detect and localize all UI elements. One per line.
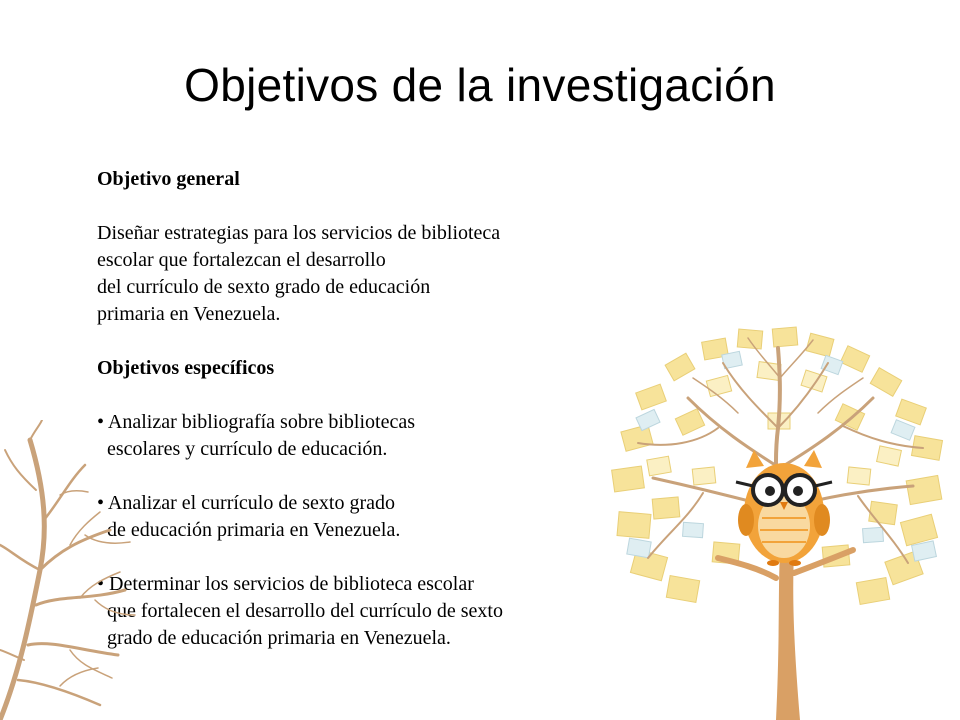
owl-with-glasses-icon [736,450,832,566]
bullet-line: • Determinar los servicios de biblioteca escolar [97,573,474,595]
general-objective-line: primaria en Venezuela. [97,303,281,325]
general-objective-heading: Objetivo general [97,168,240,190]
general-objective-line: del currículo de sexto grado de educación [97,276,431,298]
bare-branches-illustration [0,420,140,720]
objectives-body [97,166,617,652]
slide-title: Objetivos de la investigación [184,59,776,111]
general-objective-line: escolar que fortalezcan el desarrollo [97,249,386,271]
bullet-line: de educación primaria en Venezuela. [107,519,401,541]
bullet-line: escolares y currículo de educación. [107,438,388,460]
bullet-line: • Analizar el currículo de sexto grado [97,492,395,514]
specific-objective-item [97,571,617,652]
specific-objective-item [97,490,617,544]
book-tree-illustration [608,318,960,720]
general-objective-line: Diseñar estrategias para los servicios de biblioteca [97,222,501,244]
specific-objective-item [97,409,617,463]
bullet-line: que fortalecen el desarrollo del currículo de sexto [107,600,503,622]
specific-objectives-heading: Objetivos específicos [97,357,275,379]
bullet-line: grado de educación primaria en Venezuela. [107,627,451,649]
bullet-line: • Analizar bibliografía sobre bibliotecas [97,411,416,433]
